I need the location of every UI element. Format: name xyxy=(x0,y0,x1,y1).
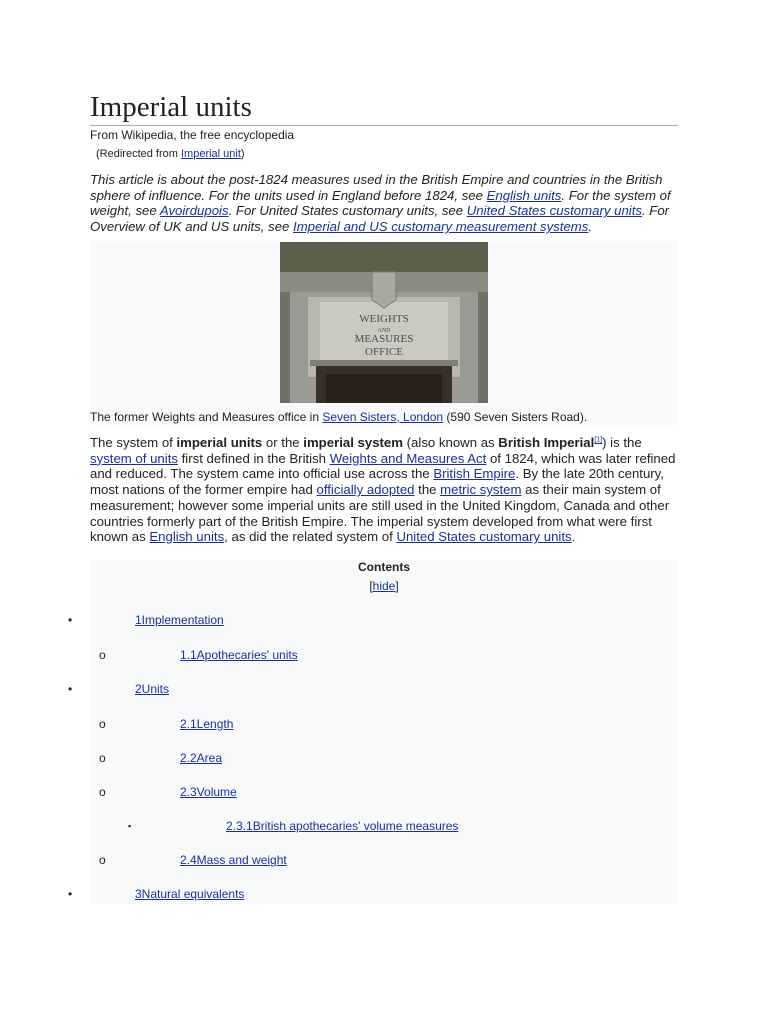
toc-item-area[interactable]: 2.2Area xyxy=(180,751,223,765)
redirect-link[interactable]: Imperial unit xyxy=(180,148,241,160)
toc-item-length[interactable]: 2.1Length xyxy=(180,717,234,731)
us-customary-units-link[interactable]: United States customary units xyxy=(466,203,642,219)
intro-paragraph: The system of imperial units or the imperial system (also known as British Imperial[1]) is the system of units first defined in the British Weights and Measures Act of 1824, which was later refined and reduced. The system came into official use across the British Empire. By the late 20th century, most nations of the former empire had officially adopted the metric system as their main system of measurement; however some imperial units are still used in the United Kingdom, Canada and other countries formerly part of the British Empire. The imperial system developed from what were first known as English units, as did the related system of United States customary units. xyxy=(90,435,676,545)
toc-hide-link[interactable]: hide xyxy=(372,579,396,593)
toc-item-apothecaries-units[interactable]: 1.1Apothecaries' units xyxy=(180,648,298,662)
toc-bullet: o xyxy=(99,717,106,731)
metric-system-link[interactable]: metric system xyxy=(440,482,522,498)
toc-item-mass-and-weight[interactable]: 2.4Mass and weight xyxy=(180,853,287,867)
officially-adopted-link[interactable]: officially adopted xyxy=(316,482,415,498)
system-of-units-link[interactable]: system of units xyxy=(90,450,178,466)
english-units-link[interactable]: English units xyxy=(486,187,562,203)
tagline: From Wikipedia, the free encyclopedia xyxy=(90,128,295,142)
toc-bullet: ▪ xyxy=(128,821,132,831)
toc-item-units[interactable]: 2Units xyxy=(135,682,170,696)
english-units-link-2[interactable]: English units xyxy=(149,529,225,545)
imperial-us-systems-link[interactable]: Imperial and US customary measurement systems xyxy=(293,219,589,235)
sign-line-3: MEASURES xyxy=(354,333,414,345)
avoirdupois-link[interactable]: Avoirdupois xyxy=(159,203,229,219)
sign-line-4: OFFICE xyxy=(365,346,403,358)
toc-box xyxy=(90,560,678,904)
weights-measures-office-photo[interactable] xyxy=(280,242,488,403)
toc-item-volume[interactable]: 2.3Volume xyxy=(180,785,237,799)
british-empire-link[interactable]: British Empire xyxy=(433,466,516,482)
toc-bullet: • xyxy=(68,887,73,901)
toc-item-implementation[interactable]: 1Implementation xyxy=(135,613,224,627)
figure-caption: The former Weights and Measures office in Seven Sisters, London (590 Seven Sisters Road). xyxy=(90,410,588,424)
weights-measures-act-link[interactable]: Weights and Measures Act xyxy=(329,450,487,466)
sign-line-2: AND xyxy=(377,328,391,334)
seven-sisters-link[interactable]: Seven Sisters, London xyxy=(322,410,444,424)
toc-hide-control: [hide] xyxy=(369,579,399,593)
hatnote: This article is about the post-1824 measures used in the British Empire and countries in the British sphere of influence. For the units used in England before 1824, see English units. For the system of weight, see Avoirdupois. For United States customary units, see United States customary units. For Overview of UK and US units, see Imperial and US customary measurement systems. xyxy=(90,172,671,235)
page-title: Imperial units xyxy=(90,90,678,126)
toc-item-natural-equivalents[interactable]: 3Natural equivalents xyxy=(135,887,245,901)
toc-title: Contents xyxy=(358,560,410,574)
toc-bullet: o xyxy=(99,853,106,867)
sign-line-1: WEIGHTS xyxy=(359,313,409,325)
toc-item-british-apothecaries-volume[interactable]: 2.3.1British apothecaries' volume measures xyxy=(226,819,459,833)
toc-bullet: o xyxy=(99,751,106,765)
toc-bullet: o xyxy=(99,785,106,799)
citation-1-link[interactable]: [1] xyxy=(594,436,603,444)
toc-bullet: o xyxy=(99,648,106,662)
toc-bullet: • xyxy=(68,613,73,627)
redirect-note: (Redirected from Imperial unit) xyxy=(96,148,245,160)
toc-bullet: • xyxy=(68,682,73,696)
us-customary-units-link-2[interactable]: United States customary units xyxy=(396,529,572,545)
